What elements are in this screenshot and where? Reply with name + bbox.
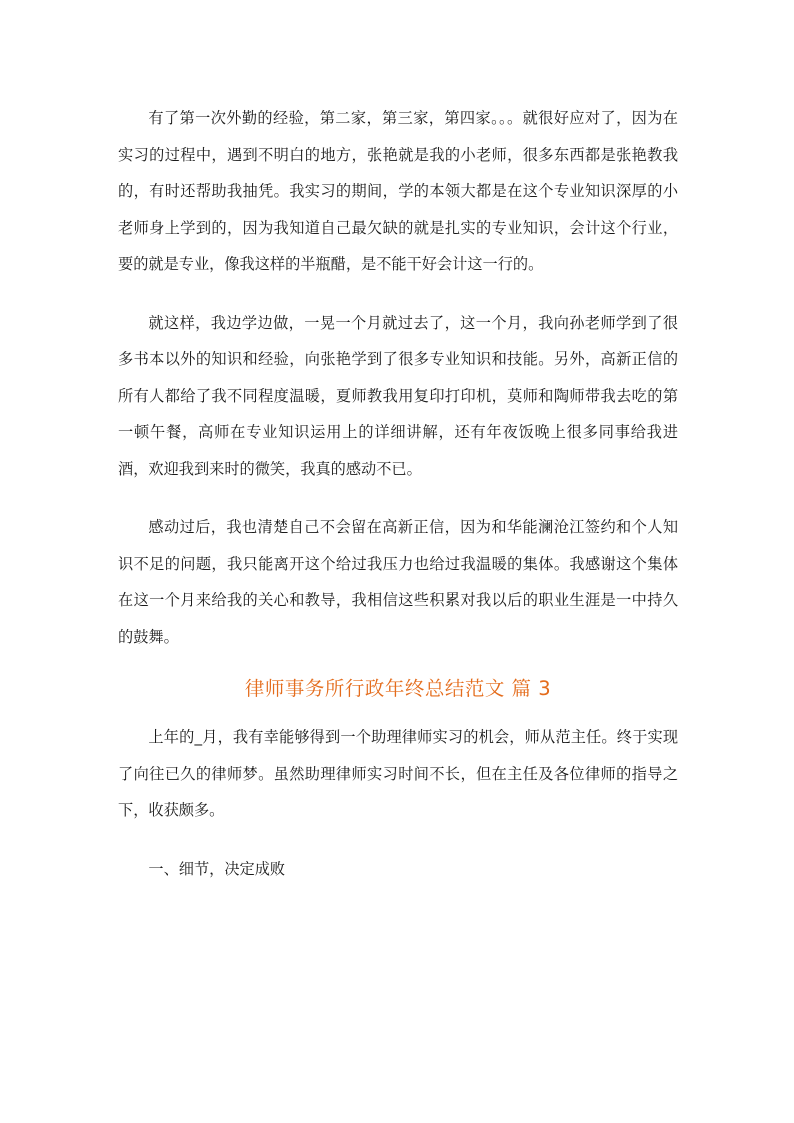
- paragraph-field-work: 有了第一次外勤的经验，第二家，第三家，第四家。。。就很好应对了，因为在实习的过程中，遇到不明白的地方，张艳就是我的小老师，很多东西都是张艳教我的，有时还帮助我抽凭。我实习的期间，学的本领大都是在这个专业知识深厚的小老师身上学到的，因为我知道自己最欠缺的就是扎实的专业知识，会计这个行业，要的就是专业，像我这样的半瓶醋，是不能干好会计这一行的。: [118, 109, 678, 273]
- paragraph-gap: [118, 655, 678, 669]
- paragraph-gap: [118, 709, 678, 719]
- paragraph-internship-intro: 上年的_月，我有幸能够得到一个助理律师实习的机会，师从范主任。终于实现了向往已久的律师梦。虽然助理律师实习时间不长，但在主任及各位律师的指导之下，收获颇多。: [118, 728, 678, 819]
- paragraph-gratitude: 感动过后，我也清楚自己不会留在高新正信，因为和华能澜沧江签约和个人知识不足的问题，我只能离开这个给过我压力也给过我温暖的集体。我感谢这个集体在这一个月来给我的关心和教导，我相信这些积累对我以后的职业生涯是一中持久的鼓舞。: [118, 518, 678, 646]
- paragraph-gap: [118, 283, 678, 305]
- document-page: [118, 100, 678, 887]
- paragraph-subheading-details: 一、细节，决定成败: [148, 859, 286, 878]
- paragraph-learning: 就这样，我边学边做，一晃一个月就过去了，这一个月，我向孙老师学到了很多书本以外的知识和经验，向张艳学到了很多专业知识和技能。另外，高新正信的所有人都给了我不同程度温暖，夏师教我用复印打印机，莫师和陶师带我去吃的第一顿午餐，高师在专业知识运用上的详细讲解，还有年夜饭晚上很多同事给我进酒，欢迎我到来时的微笑，我真的感动不已。: [118, 313, 678, 478]
- paragraph-gap: [118, 487, 678, 509]
- section-heading: 律师事务所行政年终总结范文 篇 3: [244, 677, 552, 700]
- paragraph-gap: [118, 829, 678, 851]
